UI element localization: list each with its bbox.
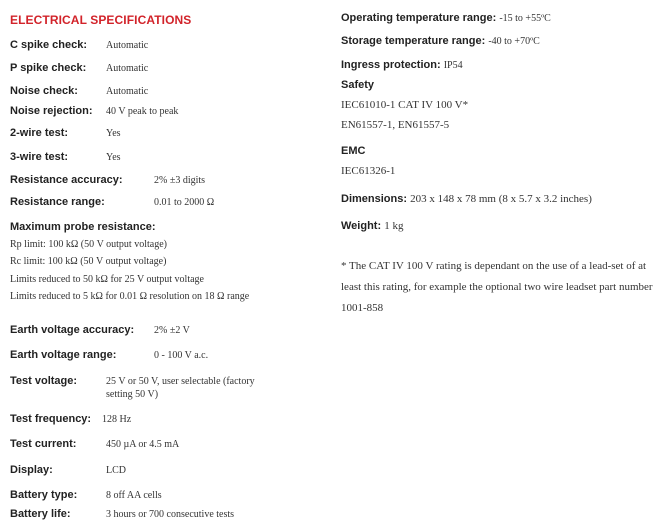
earth-range-value: 0 - 100 V a.c. [154, 350, 209, 361]
earth-range-label: Earth voltage range: [10, 349, 117, 361]
test-current-label: Test current: [10, 438, 77, 450]
emc-label: EMC [341, 145, 366, 157]
max-probe-line: Rp limit: 100 kΩ (50 V output voltage) [10, 239, 167, 250]
p-spike-value: Automatic [106, 63, 149, 74]
section-title: ELECTRICAL SPECIFICATIONS [10, 13, 192, 27]
c-spike-label: C spike check: [10, 39, 88, 51]
battery-life-label: Battery life: [10, 508, 71, 520]
battery-type-label: Battery type: [10, 489, 78, 501]
test-current-value: 450 µA or 4.5 mA [106, 439, 180, 450]
three-wire-label: 3-wire test: [10, 151, 69, 163]
test-voltage-value-cont: setting 50 V) [106, 389, 159, 400]
storage-temp-value: -40 to +70ºC [488, 36, 540, 47]
storage-temp-label: Storage temperature range: [341, 35, 486, 47]
max-probe-line: Rc limit: 100 kΩ (50 V output voltage) [10, 256, 167, 267]
test-frequency-label: Test frequency: [10, 413, 92, 425]
noise-check-label: Noise check: [10, 85, 78, 97]
noise-check-value: Automatic [106, 86, 149, 97]
noise-rejection-label: Noise rejection: [10, 105, 93, 117]
battery-type-value: 8 off AA cells [106, 490, 162, 501]
three-wire-value: Yes [106, 152, 121, 163]
test-frequency-value: 128 Hz [102, 414, 132, 425]
ingress-label: Ingress protection: [341, 59, 441, 71]
resistance-accuracy-value: 2% ±3 digits [154, 175, 206, 186]
safety-line: EN61557-1, EN61557-5 [341, 119, 450, 131]
max-probe-line: Limits reduced to 50 kΩ for 25 V output voltage [10, 274, 204, 285]
resistance-range-label: Resistance range: [10, 196, 105, 208]
display-label: Display: [10, 464, 53, 476]
weight-label: Weight: [341, 220, 382, 232]
emc-line: IEC61326-1 [341, 165, 396, 177]
safety-label: Safety [341, 79, 375, 91]
max-probe-line: Limits reduced to 5 kΩ for 0.01 Ω resolution on 18 Ω range [10, 291, 250, 302]
earth-accuracy-label: Earth voltage accuracy: [10, 324, 135, 336]
two-wire-label: 2-wire test: [10, 127, 69, 139]
ingress-row [341, 60, 463, 71]
resistance-accuracy-label: Resistance accuracy: [10, 174, 123, 186]
weight-row [341, 221, 403, 232]
max-probe-label: Maximum probe resistance: [10, 221, 156, 233]
dimensions-row [341, 194, 592, 205]
c-spike-value: Automatic [106, 40, 149, 51]
resistance-range-value: 0.01 to 2000 Ω [154, 197, 215, 208]
ingress-value: IP54 [443, 60, 463, 71]
cat-iv-footnote: * The CAT IV 100 V rating is dependant on the use of a lead-set of at least this rating, for example the optional two wire leadset part number 1001-858 [341, 260, 653, 314]
test-voltage-label: Test voltage: [10, 375, 78, 387]
dimensions-label: Dimensions: [341, 193, 408, 205]
operating-temp-row [341, 13, 551, 24]
operating-temp-label: Operating temperature range: [341, 12, 497, 24]
p-spike-label: P spike check: [10, 62, 87, 74]
two-wire-value: Yes [106, 128, 121, 139]
safety-line: IEC61010-1 CAT IV 100 V* [341, 99, 469, 111]
display-value: LCD [106, 465, 126, 476]
operating-temp-value: -15 to +55ºC [499, 13, 551, 24]
earth-accuracy-value: 2% ±2 V [154, 325, 190, 336]
storage-temp-row [341, 36, 540, 47]
dimensions-value: 203 x 148 x 78 mm (8 x 5.7 x 3.2 inches) [410, 193, 592, 205]
noise-rejection-value: 40 V peak to peak [106, 106, 179, 117]
test-voltage-value: 25 V or 50 V, user selectable (factory [106, 376, 255, 387]
battery-life-value: 3 hours or 700 consecutive tests [106, 509, 235, 520]
weight-value: 1 kg [384, 220, 404, 232]
